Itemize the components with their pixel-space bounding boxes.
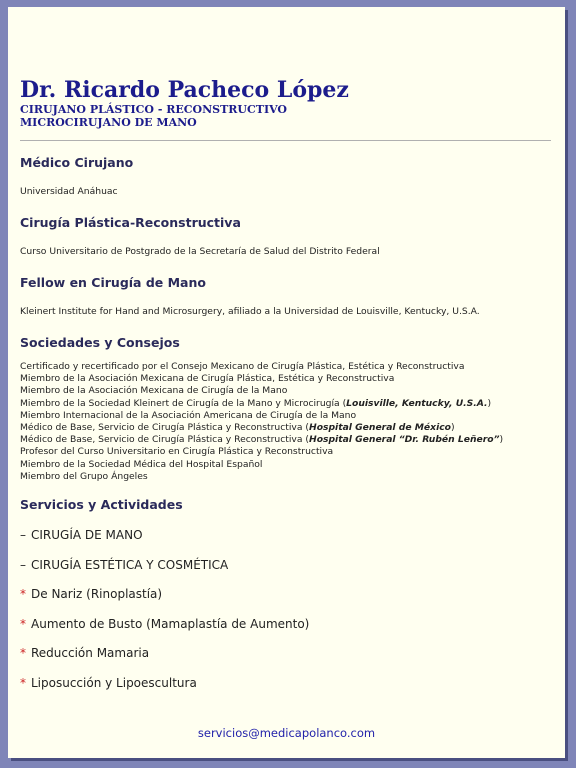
section-text-medico: Universidad Anáhuac bbox=[20, 186, 118, 197]
asterisk-bullet-icon: * bbox=[20, 616, 26, 631]
service-item bbox=[20, 676, 551, 691]
sociedad-line bbox=[20, 373, 551, 385]
sociedad-text: Miembro del Grupo Ángeles bbox=[20, 470, 148, 482]
sociedad-text: Médico de Base, Servicio de Cirugía Plástica y Reconstructiva ( bbox=[20, 434, 309, 446]
sociedad-line bbox=[20, 361, 551, 373]
section-title-plastica: Cirugía Plástica-Reconstructiva bbox=[20, 215, 241, 230]
sociedad-text: Miembro de la Sociedad Kleinert de Cirugía de la Mano y Microcirugía ( bbox=[20, 397, 347, 409]
service-label: CIRUGÍA DE MANO bbox=[31, 528, 143, 543]
asterisk-bullet-icon: * bbox=[20, 646, 26, 661]
sociedad-hospital: Louisville, Kentucky, U.S.A. bbox=[346, 397, 488, 409]
asterisk-bullet-icon: * bbox=[20, 675, 26, 690]
servicios-list bbox=[20, 528, 551, 691]
section-title-medico: Médico Cirujano bbox=[20, 155, 134, 170]
sociedad-text: Médico de Base, Servicio de Cirugía Plástica y Reconstructiva ( bbox=[20, 422, 309, 434]
section-text-plastica: Curso Universitario de Postgrado de la Secretaría de Salud del Distrito Federal bbox=[20, 246, 380, 257]
section-title-servicios: Servicios y Actividades bbox=[20, 497, 183, 513]
section-text-fellow: Kleinert Institute for Hand and Microsurgery, afiliado a la Universidad de Louisville, Kentucky, U.S.A. bbox=[20, 306, 480, 317]
sociedad-hospital: Hospital General de México bbox=[309, 422, 451, 434]
service-item bbox=[20, 646, 551, 661]
sociedad-line bbox=[20, 410, 551, 422]
sociedad-hospital: Hospital General “Dr. Rubén Leñero” bbox=[309, 434, 500, 446]
sociedad-line bbox=[20, 434, 551, 446]
service-label: Aumento de Busto (Mamaplastía de Aumento) bbox=[31, 616, 310, 631]
dash-bullet-icon: – bbox=[20, 528, 26, 543]
sociedad-tail: ) bbox=[450, 422, 455, 434]
sociedad-line bbox=[20, 471, 551, 483]
section-title-fellow: Fellow en Cirugía de Mano bbox=[20, 275, 206, 290]
sociedad-line bbox=[20, 398, 551, 410]
specialty-line-1: CIRUJANO PLÁSTICO - RECONSTRUCTIVO bbox=[20, 103, 288, 116]
sociedad-line bbox=[20, 446, 551, 458]
specialty-line-2: MICROCIRUJANO DE MANO bbox=[20, 116, 197, 129]
sociedad-text: Miembro de la Asociación Mexicana de Cirugía de la Mano bbox=[20, 385, 288, 397]
header-divider bbox=[20, 140, 551, 141]
sociedad-text: Miembro Internacional de la Asociación Americana de Cirugía de la Mano bbox=[20, 409, 357, 421]
sociedad-tail: ) bbox=[499, 434, 504, 446]
document-page bbox=[8, 7, 565, 758]
service-item bbox=[20, 558, 551, 573]
sociedad-text: Certificado y recertificado por el Consejo Mexicano de Cirugía Plástica, Estética y Reconstructiva bbox=[20, 361, 465, 372]
sociedad-text: Profesor del Curso Universitario en Cirugía Plástica y Reconstructiva bbox=[20, 446, 334, 458]
service-label: Liposucción y Lipoescultura bbox=[31, 675, 197, 690]
sociedades-list bbox=[20, 361, 551, 483]
sociedad-line bbox=[20, 422, 551, 434]
sociedad-text: Miembro de la Sociedad Médica del Hospital Español bbox=[20, 458, 263, 470]
email-link[interactable]: servicios@medicapolanco.com bbox=[197, 726, 376, 740]
service-label: De Nariz (Rinoplastía) bbox=[31, 587, 163, 602]
sociedad-line bbox=[20, 385, 551, 397]
service-item bbox=[20, 528, 551, 543]
sociedad-line bbox=[20, 459, 551, 471]
service-label: Reducción Mamaria bbox=[31, 646, 150, 661]
asterisk-bullet-icon: * bbox=[20, 587, 26, 602]
service-item bbox=[20, 617, 551, 632]
dash-bullet-icon: – bbox=[20, 557, 26, 572]
sociedad-text: Miembro de la Asociación Mexicana de Cirugía Plástica, Estética y Reconstructiva bbox=[20, 373, 395, 385]
service-item bbox=[20, 587, 551, 602]
service-label: CIRUGÍA ESTÉTICA Y COSMÉTICA bbox=[31, 557, 229, 572]
section-title-sociedades: Sociedades y Consejos bbox=[20, 335, 180, 350]
sociedad-tail: ) bbox=[487, 397, 492, 409]
doctor-name: Dr. Ricardo Pacheco López bbox=[20, 77, 349, 103]
